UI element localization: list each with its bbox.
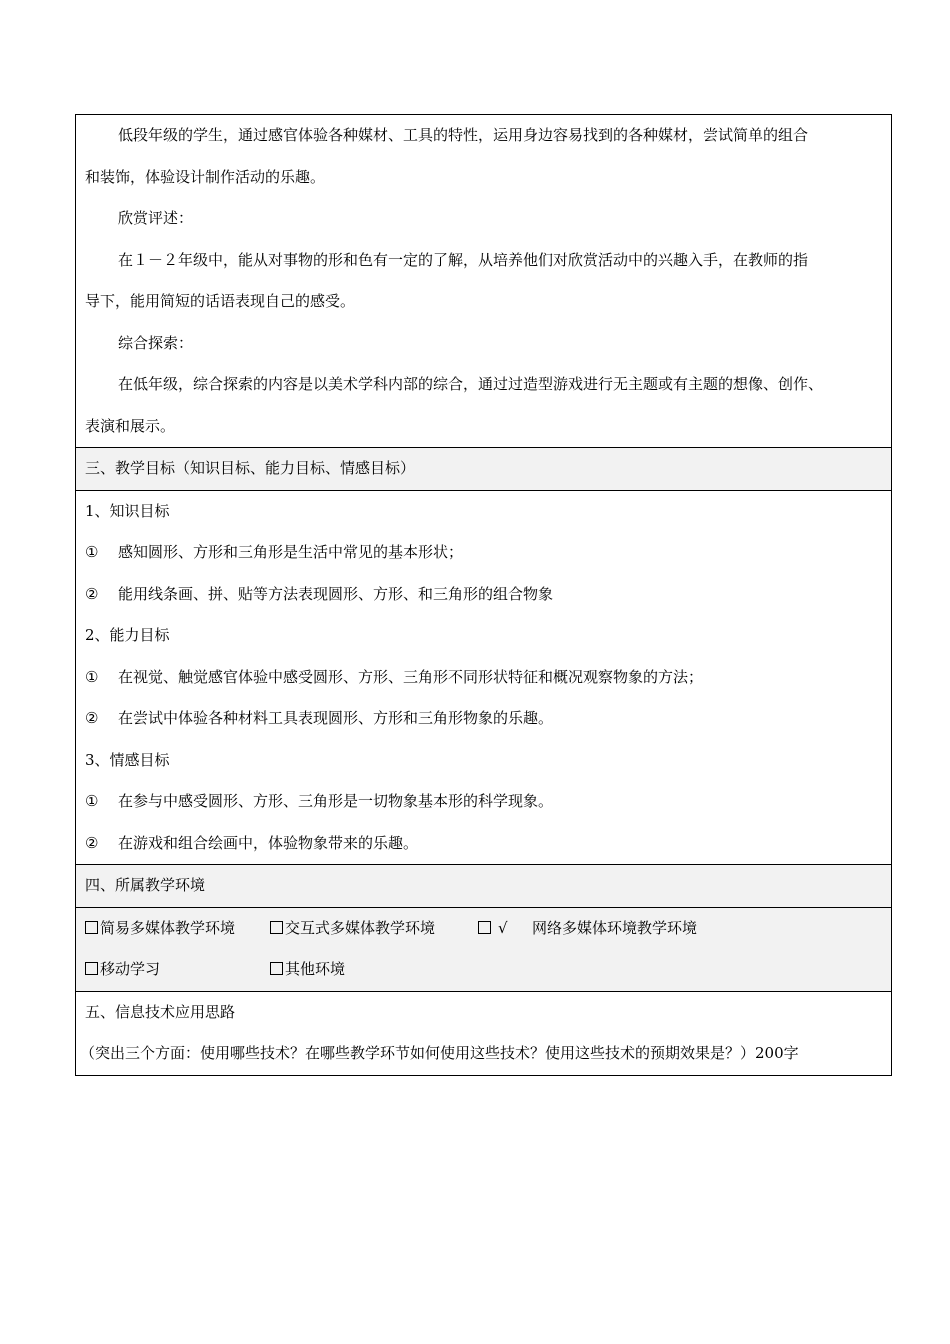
para1-line1: 低段年级的学生，通过感官体验各种媒材、工具的特性，运用身边容易找到的各种媒材，尝试简单的组合	[118, 126, 809, 144]
emotion-item	[76, 781, 891, 823]
section3-title: 三、教学目标（知识目标、能力目标、情感目标）	[85, 459, 416, 477]
item-text: 感知圆形、方形和三角形是生活中常见的基本形状；	[118, 543, 464, 561]
heading-exploration: 综合探索：	[118, 333, 194, 352]
para2-line1: 在１－２年级中，能从对事物的形和色有一定的了解，从培养他们对欣赏活动中的兴趣入手，在教师的指	[118, 250, 809, 269]
option-label: 交互式多媒体教学环境	[285, 918, 436, 937]
option-label: 移动学习	[100, 960, 161, 978]
item-marker: ②	[85, 833, 99, 852]
item-marker: ①	[85, 543, 99, 561]
item-marker: ①	[85, 667, 99, 686]
emotion-title: 3、情感目标	[85, 750, 170, 769]
item-text: 在视觉、触觉感官体验中感受圆形、方形、三角形不同形状特征和概况观察物象的方法；	[118, 667, 704, 686]
section5-note: （突出三个方面：使用哪些技术？在哪些教学环节如何使用这些技术？使用这些技术的预期效果是？）200字	[80, 1044, 799, 1062]
para1-line2: 和装饰，体验设计制作活动的乐趣。	[85, 167, 326, 186]
checkbox-icon[interactable]	[270, 962, 283, 975]
section4-header	[76, 864, 891, 907]
item-text: 在游戏和组合绘画中，体验物象带来的乐趣。	[118, 833, 419, 852]
option-label: 其他环境	[285, 960, 346, 978]
item-text: 在参与中感受圆形、方形、三角形是一切物象基本形的科学现象。	[118, 792, 554, 810]
item-marker: ②	[85, 709, 99, 727]
ability-title: 2、能力目标	[85, 626, 170, 644]
heading-appreciation: 欣赏评述：	[118, 209, 194, 227]
intro-section	[76, 115, 891, 447]
ability-item	[76, 657, 891, 699]
option-other-environment[interactable]	[270, 949, 345, 991]
checkbox-icon[interactable]	[85, 962, 98, 975]
knowledge-title: 1、知识目标	[85, 501, 170, 520]
item-text: 在尝试中体验各种材料工具表现圆形、方形和三角形物象的乐趣。	[118, 709, 554, 727]
section3-header	[76, 447, 891, 490]
options-line2	[76, 949, 891, 991]
para3-line1: 在低年级，综合探索的内容是以美术学科内部的综合，通过过造型游戏进行无主题或有主题的想像、创作、	[118, 375, 824, 393]
lesson-plan-table	[75, 114, 892, 1076]
emotion-item	[76, 823, 891, 865]
section5-title: 五、信息技术应用思路	[85, 1002, 236, 1021]
para3-line2: 表演和展示。	[85, 416, 176, 435]
option-network-multimedia[interactable]	[478, 908, 697, 950]
knowledge-item	[76, 532, 891, 574]
section4-options	[76, 907, 891, 991]
item-text: 能用线条画、拼、贴等方法表现圆形、方形、和三角形的组合物象	[118, 584, 554, 603]
section4-title: 四、所属教学环境	[85, 876, 206, 894]
ability-item	[76, 698, 891, 740]
item-marker: ②	[85, 584, 99, 603]
para2-line2: 导下，能用简短的话语表现自己的感受。	[85, 292, 356, 310]
section5	[76, 991, 891, 1075]
checkbox-icon[interactable]	[270, 921, 283, 934]
section3-body	[76, 490, 891, 865]
checkmark-icon: √	[498, 918, 508, 937]
checkbox-icon[interactable]	[478, 921, 491, 934]
option-label: 网络多媒体环境教学环境	[532, 918, 698, 937]
option-mobile-learning[interactable]	[85, 949, 270, 991]
option-interactive-multimedia[interactable]	[270, 908, 478, 950]
knowledge-item	[76, 574, 891, 616]
option-label: 简易多媒体教学环境	[100, 918, 236, 937]
options-line1	[76, 908, 891, 950]
option-simple-multimedia[interactable]	[85, 908, 270, 950]
item-marker: ①	[85, 792, 99, 810]
checkbox-icon[interactable]	[85, 921, 98, 934]
